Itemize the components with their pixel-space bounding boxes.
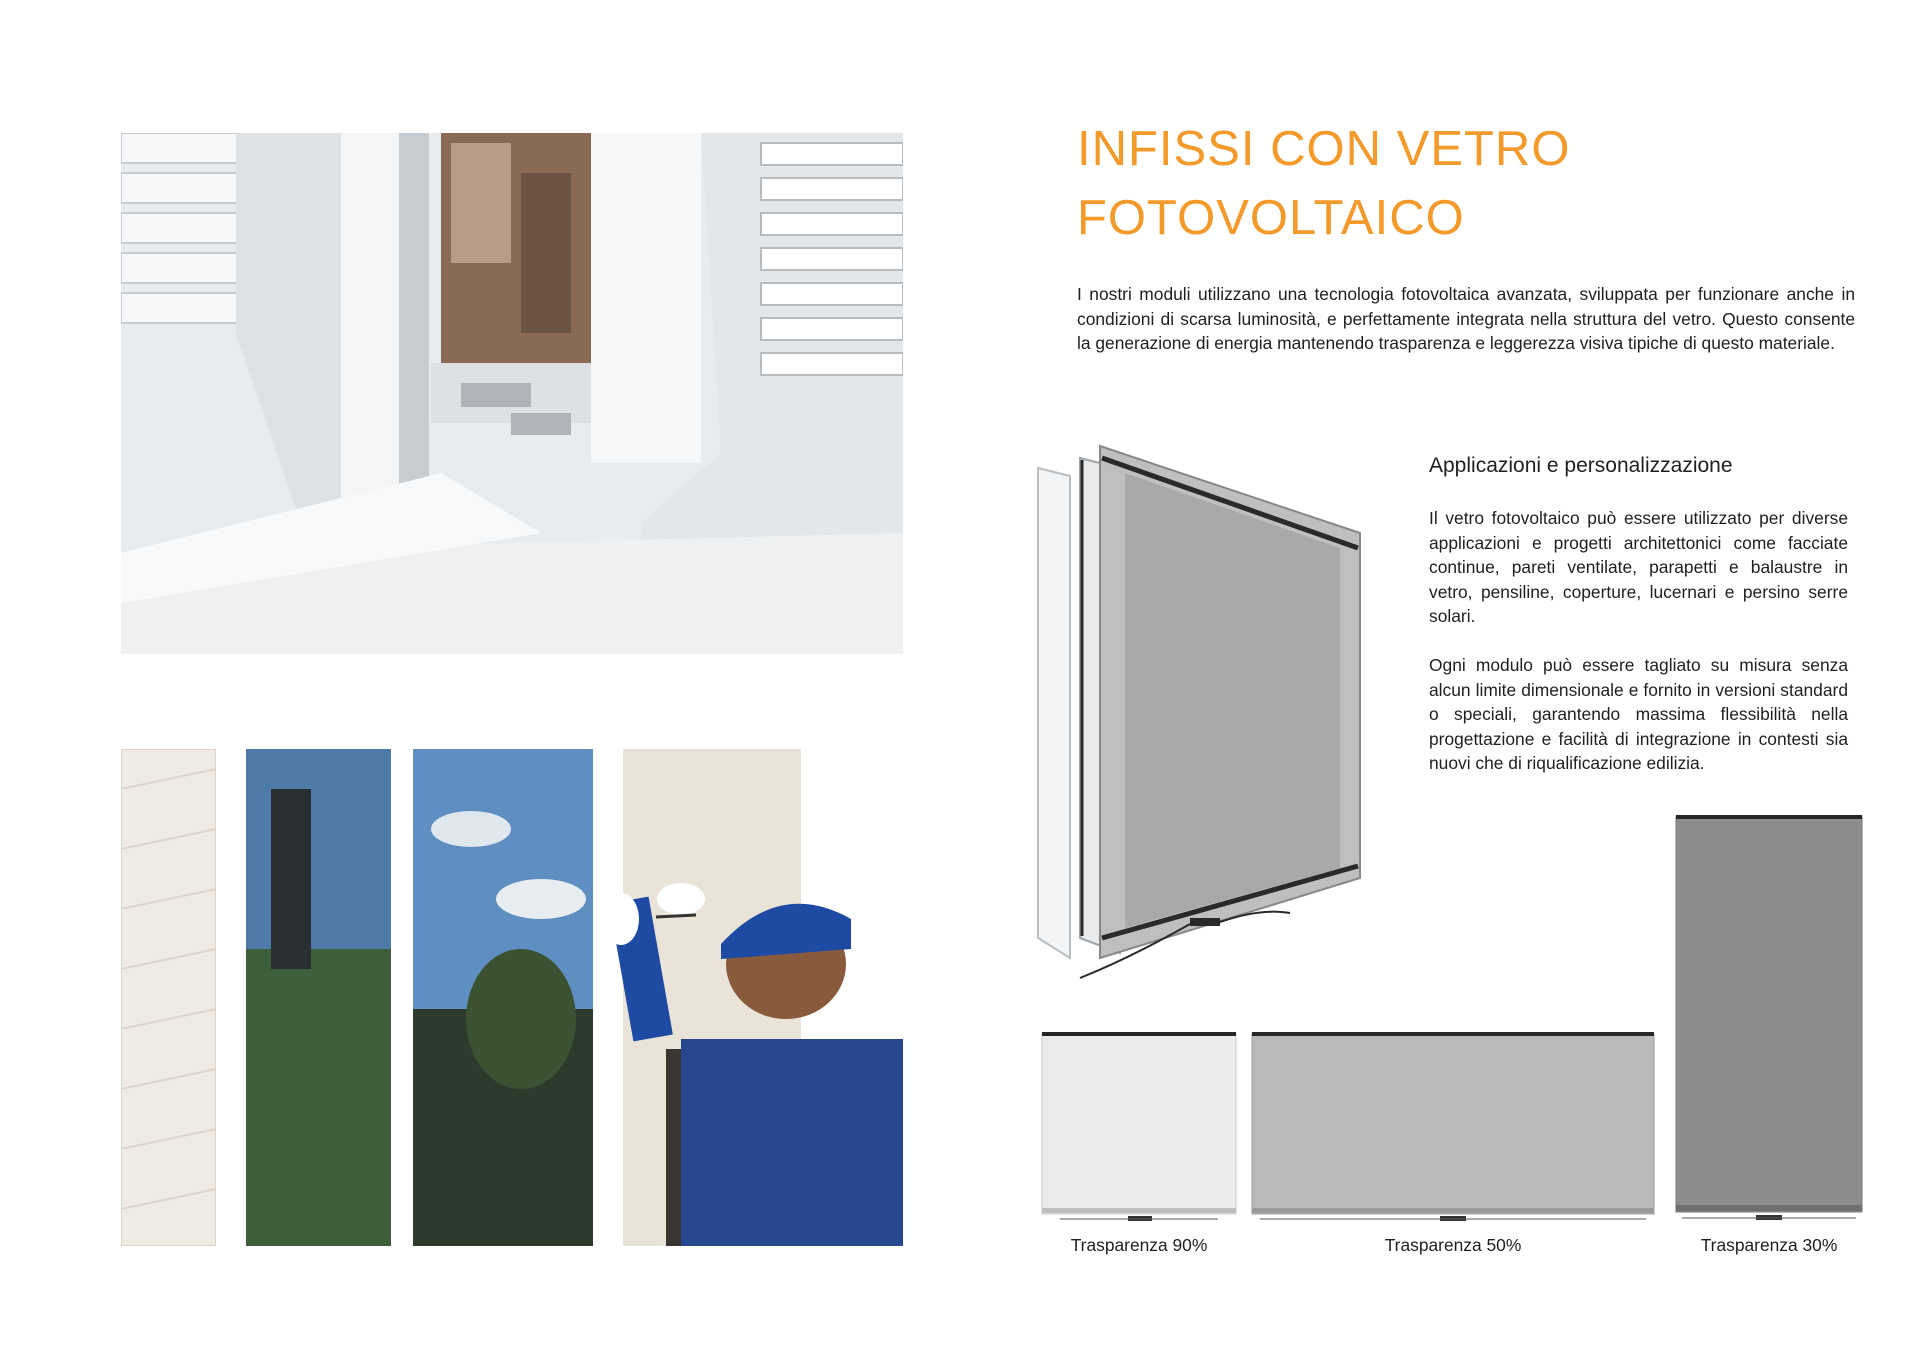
- panel-transparency-90: [1040, 1030, 1238, 1228]
- title-line-2: FOTOVOLTAICO: [1077, 191, 1465, 245]
- panel-50-glass: [1252, 1034, 1654, 1214]
- intro-paragraph: I nostri moduli utilizzano una tecnologia fotovoltaica avanzata, sviluppata per funzionare anche in condizioni di scarsa luminosità, e perfettamente integrata nella struttura del vetro. Questo consente la generazione di energia mantenendo trasparenza e leggerezza visiva tipiche di questo materiale.: [1077, 284, 1855, 353]
- panel-transparency-50: [1250, 1030, 1656, 1228]
- caption-transparency-30: Trasparenza 30%: [1700, 1235, 1838, 1255]
- applications-heading: Applicazioni e personalizzazione: [1429, 454, 1733, 477]
- applications-paragraph-1: Il vetro fotovoltaico può essere utilizzato per diverse applicazioni e progetti architettonici come facciate continue, pareti ventilate, parapetti e balaustre in vetro, pensiline, coperture, lucernari e persino serre solari.: [1429, 508, 1848, 626]
- caption-transparency-50: Trasparenza 50%: [1384, 1235, 1522, 1255]
- panel-30-glass: [1676, 817, 1862, 1212]
- panel-transparency-30: [1674, 813, 1864, 1228]
- exploded-glass-illustration: [1030, 438, 1370, 988]
- page-title: [1077, 115, 1837, 253]
- window-installer-photo: [121, 749, 903, 1246]
- caption-transparency-90: Trasparenza 90%: [1070, 1235, 1208, 1255]
- title-line-1: INFISSI CON VETRO: [1077, 122, 1571, 176]
- panel-90-glass: [1042, 1034, 1236, 1214]
- applications-paragraph-2: Ogni modulo può essere tagliato su misura senza alcun limite dimensionale e fornito in versioni standard o speciali, garantendo massima flessibilità nella progettazione e facilità di integrazione in contesti sia nuovi che di riqualificazione edilizia.: [1429, 655, 1848, 773]
- window-frame-photo: [121, 133, 903, 654]
